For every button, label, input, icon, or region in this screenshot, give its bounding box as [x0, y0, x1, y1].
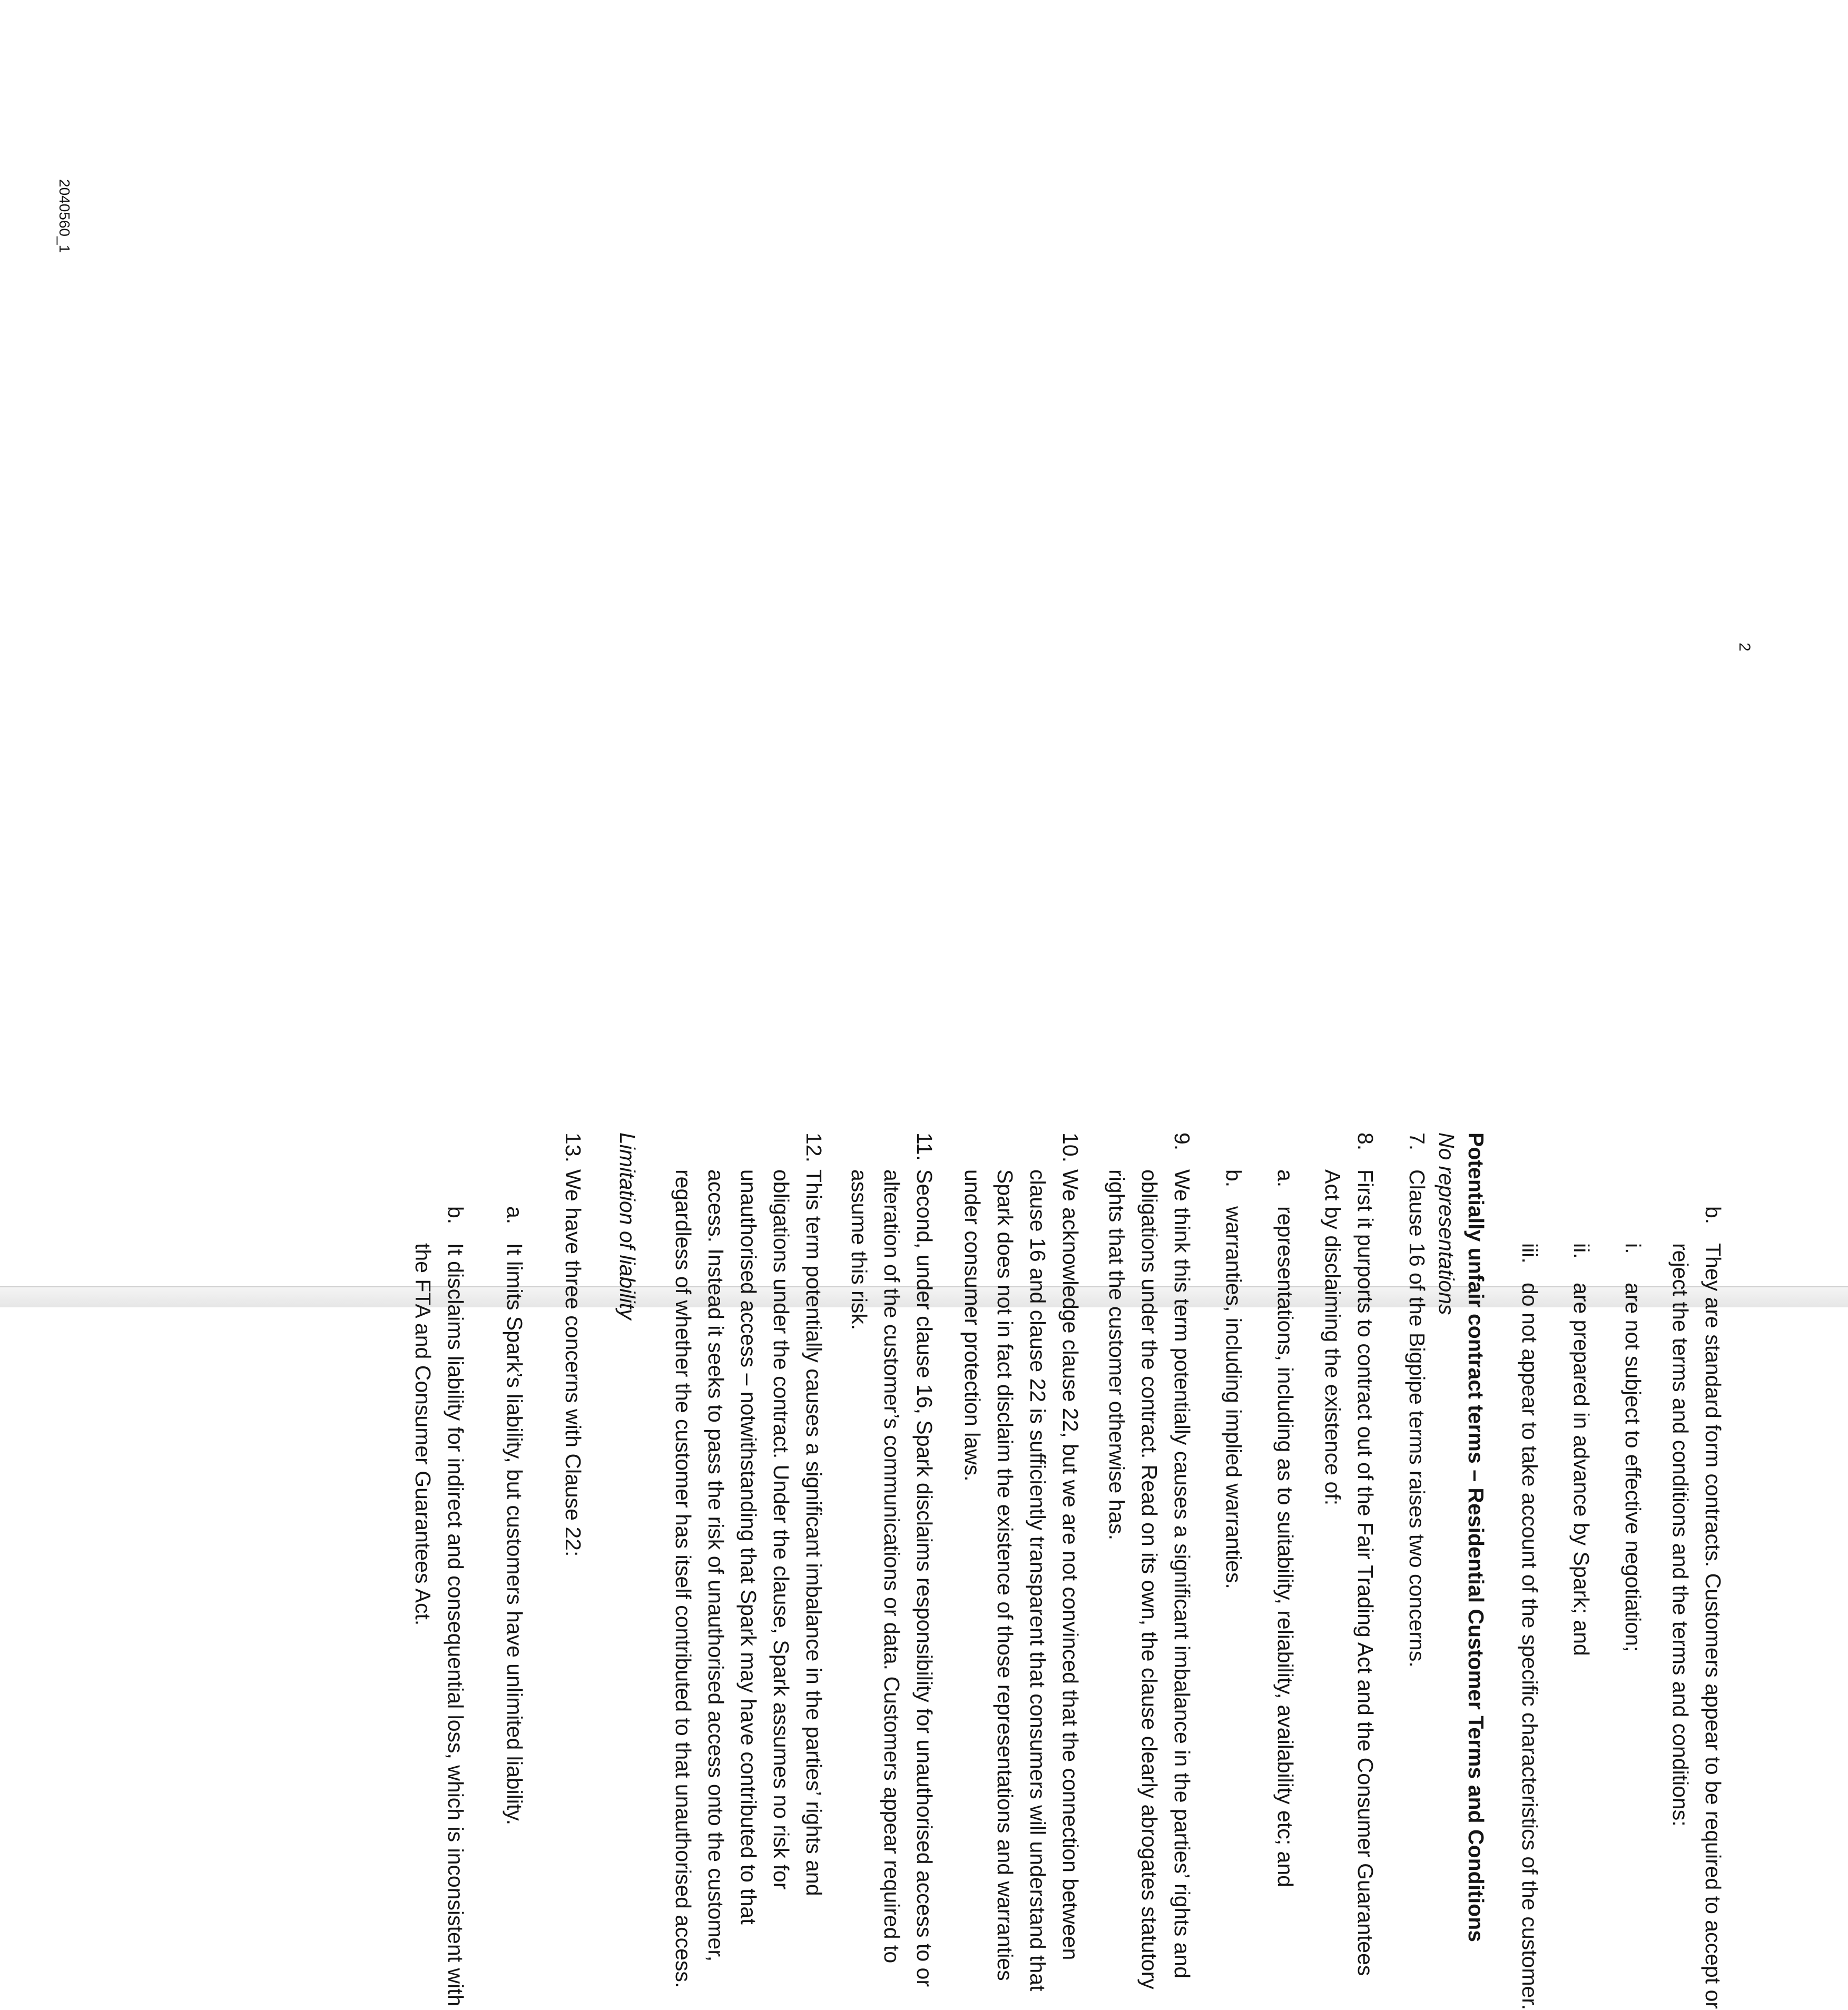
para-11-text: Second, under clause 16, Spark disclaims responsibility for unauthorised access to or alteration of the customer’s communications or data. Customers appear required to assume this risk. — [847, 1169, 937, 1987]
para-13-item-text: It disclaims liability for indirect and consequential loss, which is inconsistent with the FTA and Consumer Guarantees Act. — [411, 1243, 468, 2007]
roman-item-marker: ii. — [1569, 1243, 1594, 1259]
para-13-item-marker: a. — [503, 1206, 527, 1225]
roman-item-text: are not subject to effective negotiation; — [1621, 1283, 1645, 1652]
para-8-item-marker: a. — [1273, 1169, 1297, 1188]
page-number: 2 — [1736, 643, 1753, 652]
para-9-text: We think this term potentially causes a significant imbalance in the parties’ rights and obligations under the contract. Read on its own, the clause clearly abrogates statutory rights that the customer otherwise has. — [1105, 1169, 1194, 1989]
para-7-text: Clause 16 of the Bigpipe terms raises two concerns. — [1405, 1169, 1429, 1668]
section-heading: Potentially unfair contract terms – Residential Customer Terms and Conditions — [1464, 1132, 1488, 1943]
para-13-number: 13. — [561, 1132, 585, 1162]
roman-item-marker: i. — [1621, 1243, 1645, 1254]
para-8-item-marker: b. — [1222, 1169, 1246, 1188]
para-13-item-marker: b. — [444, 1206, 468, 1225]
subheading-limitation-of-liability: Limitation of liability — [615, 1132, 640, 1320]
para-8-text: First it purports to contract out of the Fair Trading Act and the Consumer Guarantees Act by disclaiming the existence of: — [1321, 1169, 1378, 1976]
item-b-text: They are standard form contracts. Customers appear to be required to accept or reject the terms and conditions and the terms and conditions: — [1668, 1243, 1725, 2009]
subheading-no-representations: No representations — [1434, 1132, 1459, 1315]
roman-item-text: do not appear to take account of the specific characteristics of the customer. — [1518, 1283, 1542, 2010]
para-11-number: 11. — [912, 1132, 937, 1161]
roman-item-marker: iii. — [1518, 1243, 1542, 1264]
para-12-text: This term potentially causes a significant imbalance in the parties’ rights and obligations under the contract. Under the clause, Spark assumes no risk for unauthorised access – notwithstanding that Spark may have contributed to that access. Instead it seeks to pass the risk of unauthorised access onto the customer, regardless of whether the customer has itself contributed to that unauthorised access. — [671, 1169, 826, 1988]
para-8-number: 8. — [1353, 1132, 1378, 1151]
roman-item-text: are prepared in advance by Spark; and — [1569, 1283, 1594, 1656]
para-8-item-text: representations, including as to suitability, reliability, availability etc; and — [1273, 1206, 1297, 1887]
para-10-number: 10. — [1058, 1132, 1083, 1162]
para-7-number: 7. — [1405, 1132, 1429, 1151]
item-b-marker: b. — [1701, 1206, 1725, 1225]
para-12-number: 12. — [802, 1132, 826, 1162]
para-13-text: We have three concerns with Clause 22: — [561, 1169, 585, 1557]
document-reference: 2040560_1 — [56, 179, 73, 253]
para-8-item-text: warranties, including implied warranties. — [1222, 1206, 1246, 1589]
para-13-item-text: It limits Spark’s liability, but customers have unlimited liability. — [503, 1243, 527, 1826]
para-10-text: We acknowledge clause 22, but we are not convinced that the connection between clause 16 and clause 22 is sufficiently transparent that consumers will understand that Spark does not in fact disclaim the existence of those representations and warranties under consumer protection laws. — [960, 1169, 1083, 1992]
para-9-number: 9. — [1170, 1132, 1194, 1151]
